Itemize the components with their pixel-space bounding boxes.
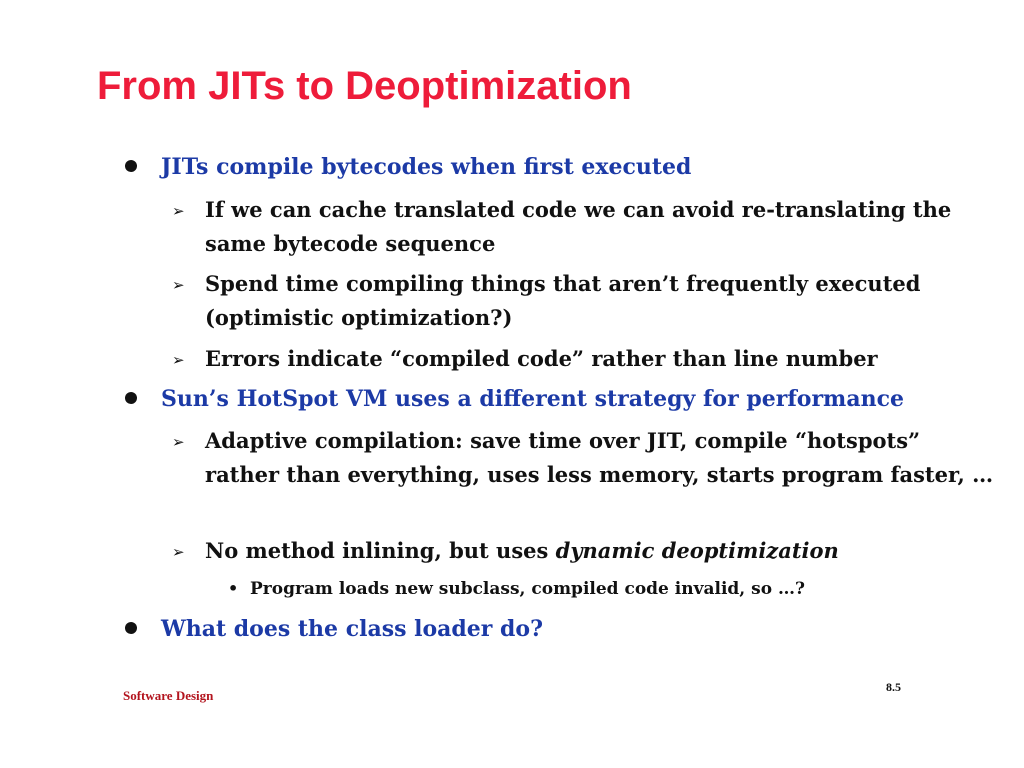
arrow-bullet-icon: ➢ <box>172 276 185 294</box>
bullet-text: Errors indicate “compiled code” rather than line number <box>205 346 878 371</box>
bullet-spend-time <box>172 267 995 335</box>
bullet-jits-compile <box>161 152 981 182</box>
bullet-text: Spend time compiling things that aren’t frequently executed (optimistic optimization?) <box>205 271 921 330</box>
bullet-cache-translated <box>172 193 995 261</box>
round-bullet-icon <box>125 622 137 634</box>
bullet-no-inlining <box>172 534 995 568</box>
bullet-adaptive-compilation <box>172 424 995 492</box>
arrow-bullet-icon: ➢ <box>172 202 185 220</box>
bullet-text: What does the class loader do? <box>161 616 543 642</box>
bullet-text-emphasis: dynamic deoptimization <box>555 538 839 563</box>
page-number: 8.5 <box>886 680 901 694</box>
round-bullet-icon <box>125 160 137 172</box>
arrow-bullet-icon: ➢ <box>172 433 185 451</box>
bullet-text: JITs compile bytecodes when first executed <box>161 154 692 180</box>
dot-bullet-icon: • <box>228 579 239 598</box>
bullet-text-prefix: No method inlining, but uses <box>205 538 556 563</box>
arrow-bullet-icon: ➢ <box>172 543 185 561</box>
bullet-class-loader <box>161 614 981 644</box>
bullet-text: Sun’s HotSpot VM uses a different strategy for performance <box>161 386 904 412</box>
bullet-text: Program loads new subclass, compiled code invalid, so …? <box>250 579 805 599</box>
arrow-bullet-icon: ➢ <box>172 351 185 369</box>
bullet-program-loads <box>228 577 1010 601</box>
round-bullet-icon <box>125 392 137 404</box>
footer-course: Software Design <box>123 688 214 703</box>
bullet-errors-indicate <box>172 342 995 376</box>
bullet-hotspot-vm <box>161 384 981 414</box>
slide-title: From JITs to Deoptimization <box>97 64 632 108</box>
bullet-text: If we can cache translated code we can avoid re-translating the same bytecode sequence <box>205 197 952 256</box>
bullet-text: Adaptive compilation: save time over JIT, compile “hotspots” rather than everything, uses less memory, starts program faster, … <box>205 428 994 487</box>
